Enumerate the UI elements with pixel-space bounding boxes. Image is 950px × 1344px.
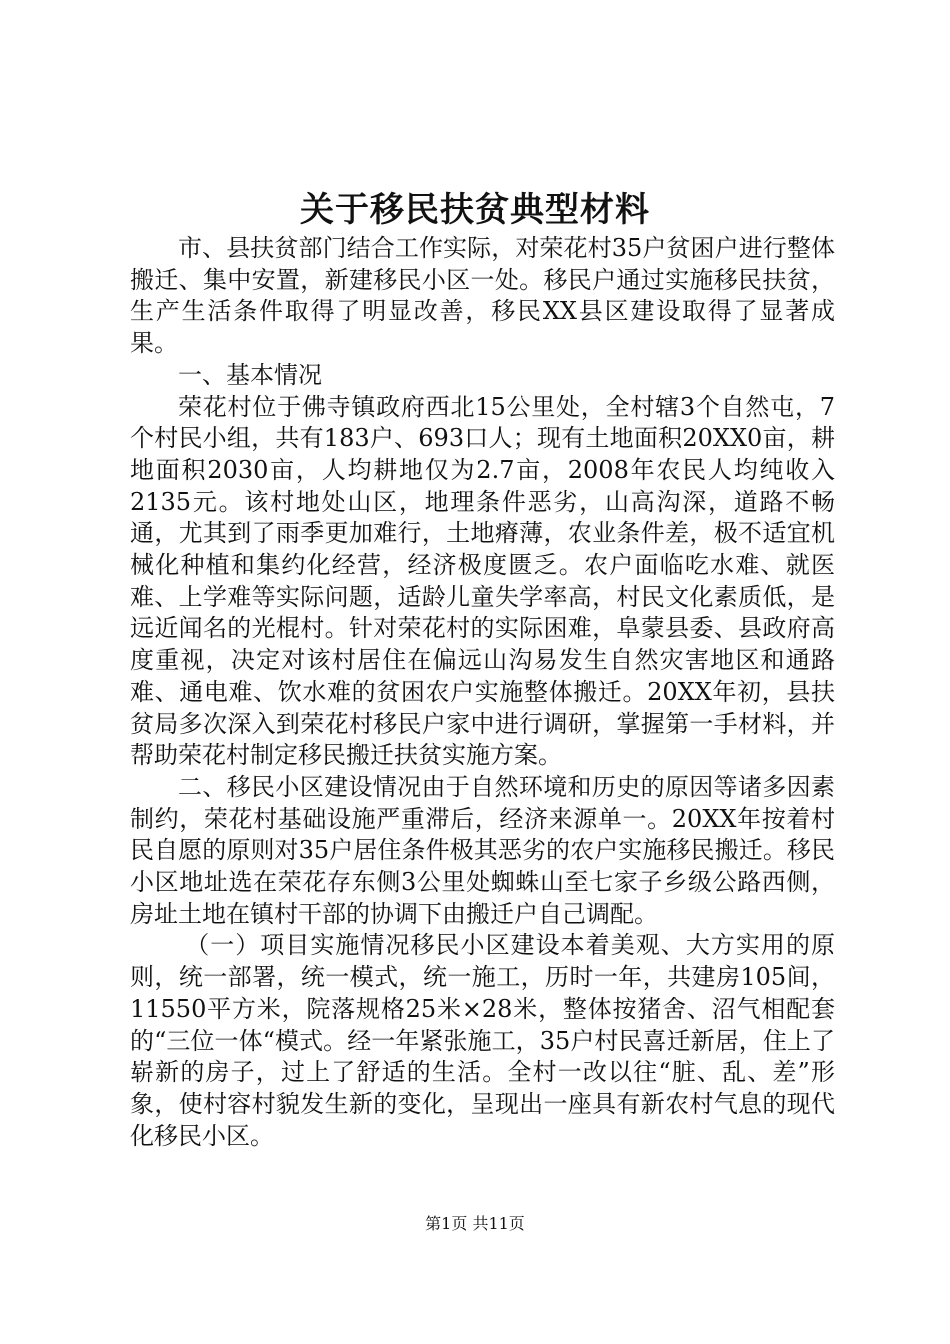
page-footer: 第1页 共11页 xyxy=(425,1214,525,1233)
section-heading-basic-situation: 一、基本情况 xyxy=(178,360,322,389)
document-body xyxy=(130,233,835,1152)
implementation-paragraph: （一）项目实施情况移民小区建设本着美观、大方实用的原则，统一部署，统一模式，统一施工，历时一年，共建房105间，11550平方米，院落规格25米×28米，整体按猪舍、沼气相配套的“三位一体“模式。经一年紧张施工，35户村民喜迁新居，住上了崭新的房子，过上了舒适的生活。全村一改以往“脏、乱、差”形象，使村容村貌发生新的变化，呈现出一座具有新农村气息的现代化移民小区。 xyxy=(130,931,835,1150)
basic-situation-paragraph: 荣花村位于佛寺镇政府西北15公里处，全村辖3个自然屯，7个村民小组，共有183户、693口人；现有土地面积20XX0亩，耕地面积2030亩，人均耕地仅为2.7亩，2008年农民人均纯收入2135元。该村地处山区，地理条件恶劣，山高沟深，道路不畅通，尤其到了雨季更加难行，土地瘠薄，农业条件差，极不适宜机械化种植和集约化经营，经济极度匮乏。农户面临吃水难、就医难、上学难等实际问题，适龄儿童失学率高，村民文化素质低，是远近闻名的光棍村。针对荣花村的实际困难，阜蒙县委、县政府高度重视，决定对该村居住在偏远山沟易发生自然灾害地区和通路难、通电难、饮水难的贫困农户实施整体搬迁。20XX年初，县扶贫局多次深入到荣花村移民户家中进行调研，掌握第一手材料，并帮助荣花村制定移民搬迁扶贫实施方案。 xyxy=(130,392,835,770)
construction-paragraph: 二、移民小区建设情况由于自然环境和历史的原因等诸多因素制约，荣花村基础设施严重滞后，经济来源单一。20XX年按着村民自愿的原则对35户居住条件极其恶劣的农户实施移民搬迁。移民小区地址选在荣花存东侧3公里处蜘蛛山至七家子乡级公路西侧，房址土地在镇村干部的协调下由搬迁户自己调配。 xyxy=(130,772,835,928)
document-title: 关于移民扶贫典型材料 xyxy=(300,190,650,230)
intro-paragraph: 市、县扶贫部门结合工作实际，对荣花村35户贫困户进行整体搬迁、集中安置，新建移民小区一处。移民户通过实施移民扶贫，生产生活条件取得了明显改善，移民XX县区建设取得了显著成果。 xyxy=(130,234,835,358)
